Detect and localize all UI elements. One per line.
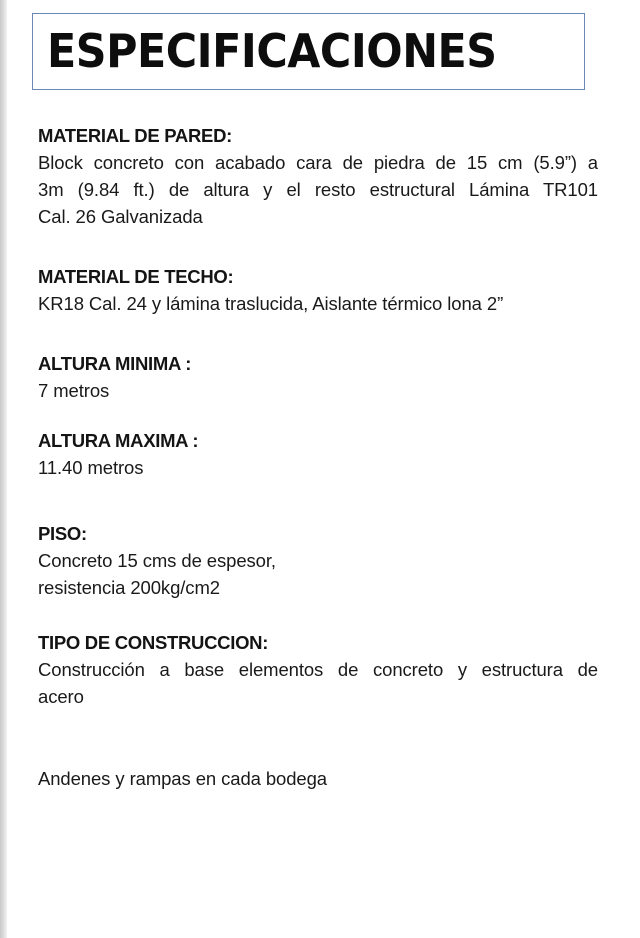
section-heading: ALTURA MAXIMA : [38,430,199,451]
body-line: Andenes y rampas en cada bodega [38,768,327,789]
body-line: 3m (9.84 ft.) de altura y el resto estructural Lámina TR101 [38,179,598,200]
section-heading: MATERIAL DE TECHO: [38,266,234,287]
body-line: Construcción a base elementos de concreto y estructura de [38,659,598,680]
section-heading: TIPO DE CONSTRUCCION: [38,632,269,653]
section-heading: PISO: [38,523,87,544]
footer-note [38,765,598,792]
body-line: KR18 Cal. 24 y lámina traslucida, Aislante térmico lona 2” [38,293,504,314]
section-floor [38,520,598,601]
section-body [38,547,598,601]
body-line: 11.40 metros [38,457,144,478]
body-line: Block concreto con acabado cara de piedra de 15 cm (5.9”) a [38,152,598,173]
section-body [38,377,598,404]
section-heading: ALTURA MINIMA : [38,353,192,374]
page-title: ESPECIFICACIONES [47,24,497,78]
section-min-height [38,350,598,404]
title-box [32,13,585,90]
body-line: resistencia 200kg/cm2 [38,577,220,598]
section-max-height [38,427,598,481]
section-body [38,149,598,230]
section-roof-material [38,263,598,317]
section-body [38,290,598,317]
page-left-edge-shadow [0,0,7,938]
body-line: Concreto 15 cms de espesor, [38,550,276,571]
body-line: Cal. 26 Galvanizada [38,206,203,227]
section-wall-material [38,122,598,230]
section-footer-note [38,765,598,792]
section-body [38,656,598,710]
section-construction-type [38,629,598,710]
section-body [38,454,598,481]
body-line: acero [38,686,84,707]
section-heading: MATERIAL DE PARED: [38,125,232,146]
body-line: 7 metros [38,380,110,401]
